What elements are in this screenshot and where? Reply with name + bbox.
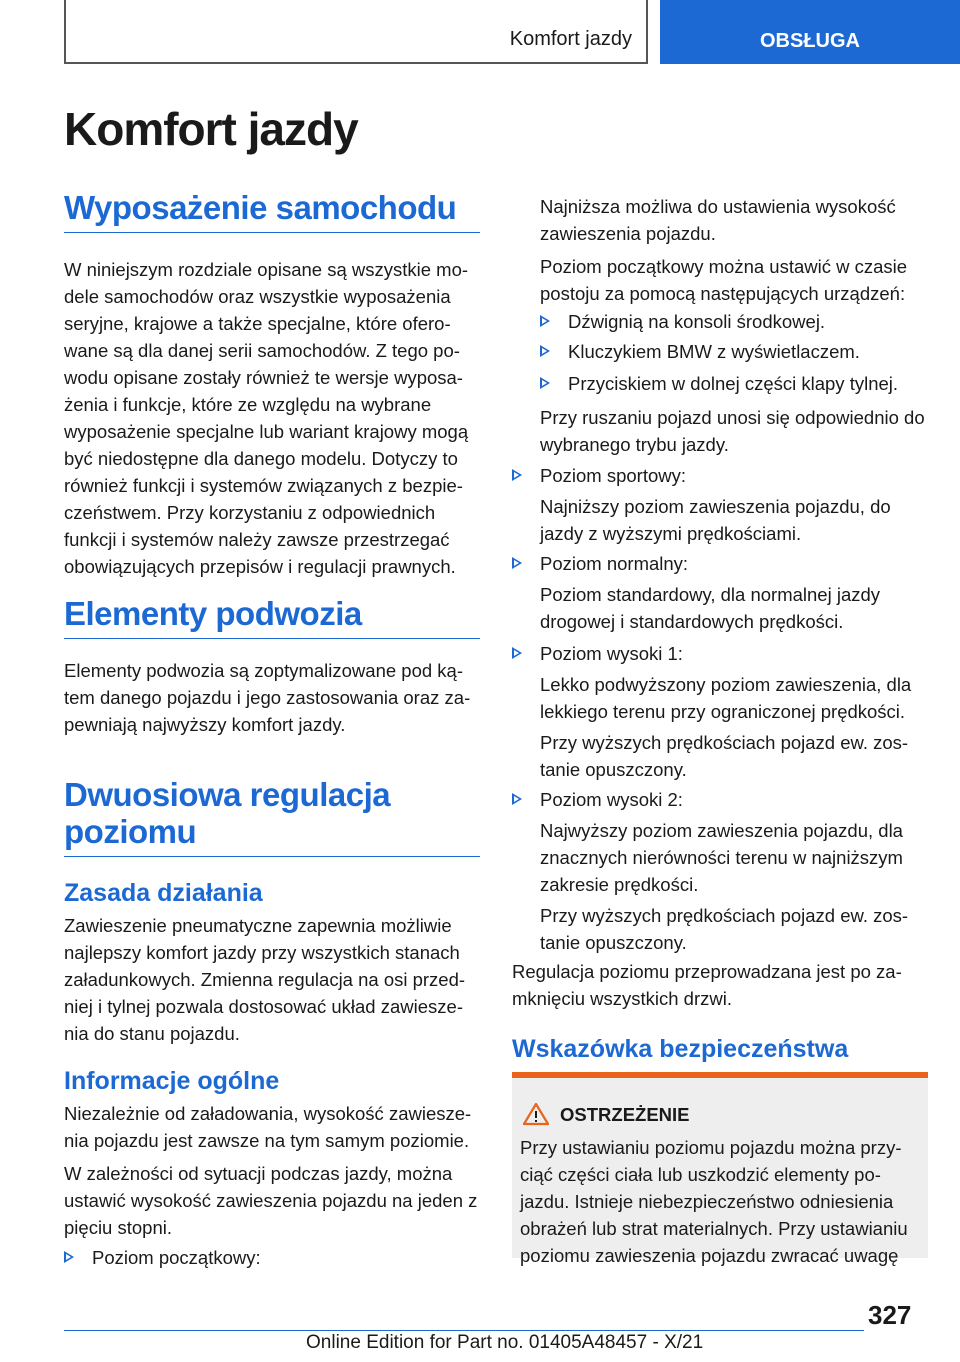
section-title-level-control: Dwuosiowa regulacja poziomu: [64, 776, 480, 857]
start-text: Przy ruszaniu pojazd unosi się odpowiednio do wybranego trybu jazdy.: [540, 407, 925, 455]
list-item-content: [540, 462, 928, 547]
bullet-triangle-icon: [540, 345, 550, 357]
equipment-text: W niniejszym rozdziale opisane są wszystkie mo-dele samochodów oraz wszystkie wyposażenia seryjne, krajowe a także specjalne, które ofero-wane są dla danej serii samochodów. Z tego po-wodu opisane zostały również te wersje wyposa-żenia i funkcje, które ze względu na wybrane wyposażenie specjalne lub wariant krajowy mogą być niedostępne dla danego modelu. Dotyczy to również funkcji i systemów związanych z bezpie-czeństwem. Przy korzystaniu z odpowiednich funkcji i systemów należy zawsze przestrzegać obowiązujących przepisów i regulacji prawnych.: [64, 259, 469, 577]
list-item-content: [540, 640, 928, 783]
bullet-triangle-icon: [512, 469, 522, 481]
footer-edition-text: Online Edition for Part no. 01405A48457 - X/21: [306, 1332, 704, 1353]
subsection-title-safety: Wskazówka bezpieczeństwa: [512, 1035, 849, 1063]
general-text-2: W zależności od sytuacji podczas jazdy, można ustawić wysokość zawieszenia pojazdu na jeden z pięciu stopni.: [64, 1163, 478, 1238]
principle-block: [64, 878, 480, 1047]
section-level-control: [64, 776, 480, 857]
list-item-text: Przy wyższych prędkościach pojazd ew. zos-tanie opuszczony.: [540, 732, 909, 780]
list-item-label: Poziom normalny:: [540, 553, 689, 574]
sub-list-item-label: Kluczykiem BMW z wyświetlaczem.: [568, 341, 860, 362]
bullet-triangle-icon: [64, 1251, 74, 1263]
section-equipment: [64, 190, 480, 233]
list-item-text: Najwyższy poziom zawieszenia pojazdu, dla znacznych nierówności terenu w najniższym zakresie prędkości.: [540, 820, 903, 895]
principle-text: Zawieszenie pneumatyczne zapewnia możliwie najlepszy komfort jazdy przy wszystkich stanach załadunkowych. Zmienna regulacja na osi przed-niej i tylnej pozwala dostosować układ zawiesze-nia do stanu pojazdu.: [64, 915, 466, 1044]
subsection-title-principle: Zasada działania: [64, 879, 263, 907]
warning-text: Przy ustawianiu poziomu pojazdu można przy-ciąć części ciała lub uszkodzić elementy po-jazdu. Istnieje niebezpieczeństwo odniesienia obrażeń lub strat materialnych. Przy ustawianiu poziomu zawieszenia pojazdu zwracać uwagę: [520, 1137, 908, 1266]
section-title-equipment: Wyposażenie samochodu: [64, 190, 480, 233]
general-info-block: [64, 1066, 480, 1241]
list-item-label: Poziom wysoki 1:: [540, 643, 683, 664]
list-item-text: Przy wyższych prędkościach pojazd ew. zos-tanie opuszczony.: [540, 905, 909, 953]
list-item-label: Poziom początkowy:: [92, 1247, 261, 1268]
regulation-text: Regulacja poziomu przeprowadzana jest po za-mknięciu wszystkich drzwi.: [512, 961, 902, 1009]
section-chassis: [64, 596, 480, 639]
initial-level-desc: [540, 193, 928, 307]
start-text-block: [540, 404, 928, 458]
footer-divider: [64, 1330, 864, 1331]
page-number: 327: [868, 1300, 912, 1330]
section-title-chassis: Elementy podwozia: [64, 596, 480, 639]
bullet-triangle-icon: [540, 377, 550, 389]
chassis-text-block: [64, 657, 480, 738]
safety-block: [512, 1034, 928, 1064]
bullet-triangle-icon: [512, 557, 522, 569]
list-item-label: Poziom sportowy:: [540, 465, 686, 486]
running-header: [64, 0, 648, 64]
warning-box: [512, 1072, 928, 1266]
sub-list-item-label: Przyciskiem w dolnej części klapy tylnej.: [568, 373, 899, 394]
subsection-title-general: Informacje ogólne: [64, 1067, 280, 1095]
footer-edition: [306, 1332, 703, 1354]
equipment-text-block: [64, 256, 480, 580]
bullet-triangle-icon: [512, 793, 522, 805]
general-text-1: Niezależnie od załadowania, wysokość zawiesze-nia pojazdu jest zawsze na tym samym poziomie.: [64, 1103, 472, 1151]
sub-list-item-label: Dźwignią na konsoli środkowej.: [568, 311, 826, 332]
bullet-triangle-icon: [512, 647, 522, 659]
initial-level-devices-text: Poziom początkowy można ustawić w czasie postoju za pomocą następujących urządzeń:: [540, 256, 908, 304]
initial-level-text: Najniższa możliwa do ustawienia wysokość zawieszenia pojazdu.: [540, 196, 896, 244]
list-item-text: Lekko podwyższony poziom zawieszenia, dla lekkiego terenu przy ograniczonej prędkości.: [540, 674, 912, 722]
warning-heading: OSTRZEŻENIE: [560, 1104, 690, 1125]
section-tab: OBSŁUGA: [660, 0, 960, 64]
list-item-content: [540, 550, 928, 635]
list-item-text: Najniższy poziom zawieszenia pojazdu, do jazdy z wyższymi prędkościami.: [540, 496, 891, 544]
warning-triangle-icon: [522, 1102, 550, 1126]
list-item-content: [540, 786, 928, 956]
list-item-text: Poziom standardowy, dla normalnej jazdy drogowej i standardowych prędkości.: [540, 584, 881, 632]
regulation-text-block: [512, 958, 928, 1012]
list-item-label: Poziom wysoki 2:: [540, 789, 683, 810]
bullet-triangle-icon: [540, 315, 550, 327]
chassis-text: Elementy podwozia są zoptymalizowane pod ką-tem danego pojazdu i jego zastosowania oraz za-pewniają najwyższy komfort jazdy.: [64, 660, 471, 735]
running-header-title: Komfort jazdy: [509, 28, 632, 50]
page-title: Komfort jazdy: [64, 103, 358, 155]
